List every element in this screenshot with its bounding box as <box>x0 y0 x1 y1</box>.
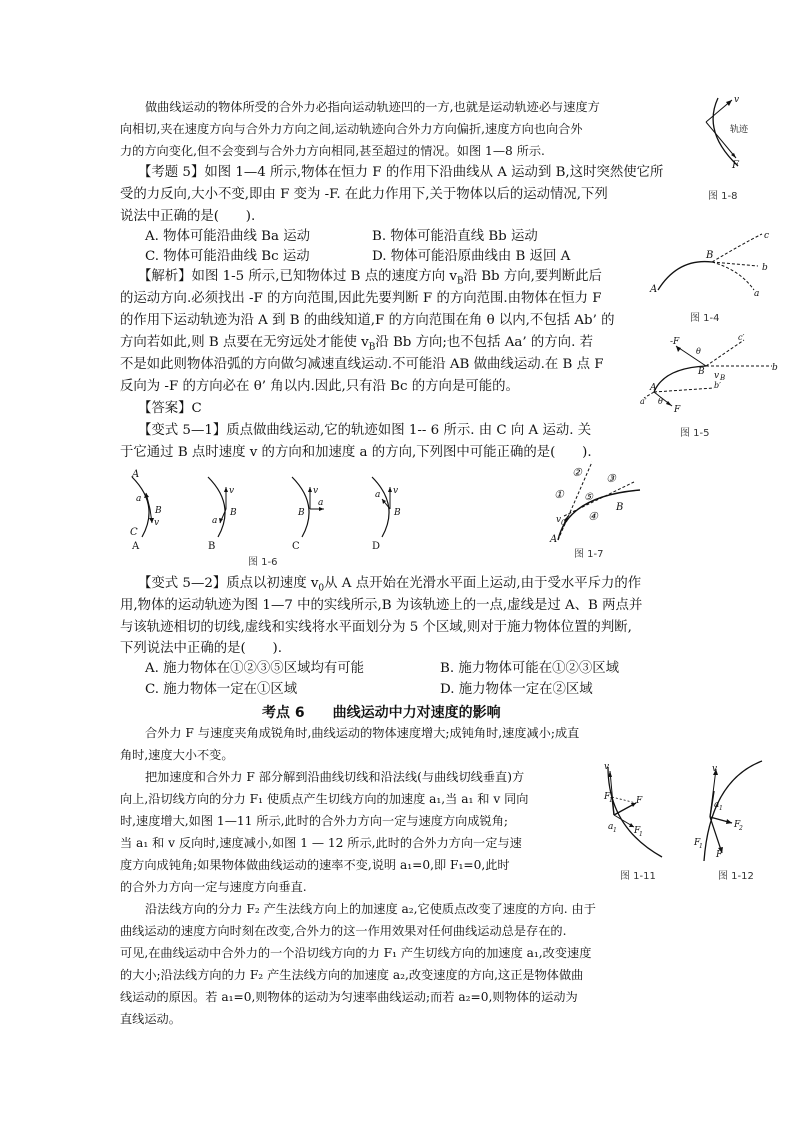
svg-text:1: 1 <box>699 843 703 850</box>
svg-text:③: ③ <box>606 472 616 485</box>
text-line: 把加速度和合外力 F 部分解到沿曲线切线和沿法线(与曲线切线垂直)方 <box>145 770 525 784</box>
text-line: 线运动的原因。若 a₁=0,则物体的运动为匀速率曲线运动;而若 a₂=0,则物体的运动为 <box>120 990 578 1004</box>
svg-text:B: B <box>155 506 162 516</box>
text-line: 的大小;沿法线方向的力 F₂ 产生法线方向的加速度 a₂,改变速度的方向,这正是物体做曲 <box>120 968 584 982</box>
text-line: 反向为 -F 的方向必在 θ’ 角以内.因此,只有沿 Bc 的方向是可能的。 <box>120 379 519 394</box>
svg-text:①: ① <box>554 488 564 501</box>
text-line: 向相切,夹在速度方向与合外力方向之间,运动轨迹向合外力方向偏折,速度方向也向合外 <box>120 122 583 136</box>
svg-text:A: A <box>650 284 658 295</box>
svg-text:1: 1 <box>613 827 617 834</box>
text-line: 的作用下运动轨迹为沿 A 到 B 的曲线知道,F 的方向范围在角 θ 以内,不包括 Ab’ 的 <box>120 313 615 328</box>
svg-text:a: a <box>754 289 760 299</box>
svg-text:F: F <box>716 850 723 860</box>
text-line: 的运动方向.必须找出 -F 的方向范围,因此先要判断 F 的方向范围.由物体在恒力 F <box>120 291 602 306</box>
svg-text:c: c <box>764 231 770 241</box>
svg-text:B: B <box>616 502 624 513</box>
text-line: 与该轨迹相切的切线,虚线和实线将水平面划分为 5 个区域,则对于施力物体位置的判断, <box>120 620 632 635</box>
text-line: 时,速度增大,如图 1—11 所示,此时的合外力方向一定与速度方向成锐角; <box>120 814 508 828</box>
svg-text:c′: c′ <box>738 333 745 342</box>
text-line: 不是如此则物体沿弧的方向做匀减速直线运动.不可能沿 AB 做曲线运动.在 B 点 F <box>120 357 604 372</box>
svg-text:D: D <box>372 541 381 552</box>
option-b: B. 施力物体可能在①②③区域 <box>440 661 620 676</box>
svg-text:B: B <box>208 541 216 552</box>
svg-text:F: F <box>604 792 611 802</box>
text-line: 度方向成钝角;如果物体做曲线运动的速率不变,说明 a₁=0,即 F₁=0,此时 <box>120 858 510 872</box>
svg-text:a: a <box>608 822 614 832</box>
svg-text:a′: a′ <box>640 397 647 406</box>
svg-text:a: a <box>714 800 720 810</box>
svg-text:-F: -F <box>670 337 680 347</box>
svg-text:a: a <box>136 494 142 504</box>
svg-text:1: 1 <box>719 805 723 812</box>
svg-text:⑤: ⑤ <box>584 492 593 503</box>
option-d: D. 物体可能沿原曲线由 B 返回 A <box>372 249 571 264</box>
fig16-panel-d <box>372 477 401 552</box>
text-line: 【解析】如图 1-5 所示,已知物体过 B 点的速度方向 $v_B$沿 Bb 方向,要判断此后 <box>138 269 602 287</box>
text-line: 做曲线运动的物体所受的合外力必指向运动轨迹凹的一方,也就是运动轨迹必与速度方 <box>145 100 600 114</box>
text-line: 【变式 5—1】质点做曲线运动,它的轨迹如图 1-- 6 所示. 由 C 向 A 运动. 关 <box>138 423 592 438</box>
figure-1-11 <box>600 757 670 867</box>
figure-1-12-caption: 图 1-12 <box>718 871 754 882</box>
fig16-panel-c <box>292 477 324 552</box>
figure-1-7 <box>550 458 650 548</box>
figure-1-8 <box>680 92 760 172</box>
fig16-panel-b <box>208 477 237 552</box>
svg-text:v: v <box>604 762 610 772</box>
svg-text:θ: θ <box>658 397 663 406</box>
text-line: 当 a₁ 和 v 反向时,速度减小,如图 1 — 12 所示,此时的合外力方向一定与速 <box>120 836 522 850</box>
svg-text:B: B <box>394 508 401 518</box>
figure-1-6 <box>120 465 420 555</box>
svg-text:v: v <box>712 764 718 774</box>
svg-text:B: B <box>706 250 714 261</box>
figure-1-7-caption: 图 1-7 <box>574 549 604 560</box>
option-d: D. 施力物体一定在②区域 <box>440 682 593 697</box>
figure-1-11-caption: 图 1-11 <box>620 871 656 882</box>
text-line: 合外力 F 与速度夹角成锐角时,曲线运动的物体速度增大;成钝角时,速度减小;成直 <box>145 726 580 740</box>
svg-text:B: B <box>230 508 237 518</box>
option-a: A. 施力物体在①②③⑤区域均有可能 <box>145 661 365 676</box>
figure-1-5 <box>640 332 780 422</box>
svg-text:b: b <box>762 263 768 273</box>
text-line: 说法中正确的是( ). <box>120 209 256 224</box>
text-line: 下列说法中正确的是( ). <box>120 641 283 656</box>
option-c: C. 施力物体一定在①区域 <box>145 682 298 697</box>
svg-text:F: F <box>634 826 641 836</box>
text-line: 向上,沿切线方向的分力 F₁ 使质点产生切线方向的加速度 a₁,当 a₁ 和 v 同向 <box>120 792 529 806</box>
svg-text:v: v <box>556 515 562 525</box>
text-line: 可见,在曲线运动中合外力的一个沿切线方向的力 F₁ 产生切线方向的加速度 a₁,改变速度 <box>120 946 592 960</box>
figure-1-8-caption: 图 1-8 <box>708 191 738 202</box>
text-line: 的合外力方向一定与速度方向垂直. <box>120 880 307 894</box>
svg-text:b: b <box>772 363 778 373</box>
text-line: 角时,速度大小不变。 <box>120 748 234 762</box>
svg-text:B: B <box>698 367 705 377</box>
svg-text:A: A <box>550 534 558 545</box>
svg-text:2: 2 <box>739 825 743 832</box>
text-line: 受的力反向,大小不变,即由 F 变为 -F. 在此力作用下,关于物体以后的运动情况,下列 <box>120 187 608 202</box>
svg-text:F: F <box>674 405 681 415</box>
figure-1-6-caption: 图 1-6 <box>248 557 278 568</box>
svg-text:F: F <box>732 160 739 171</box>
svg-text:v: v <box>714 371 720 381</box>
text-line: 【考题 5】如图 1—4 所示,物体在恒力 F 的作用下沿曲线从 A 运动到 B,这时突然使它所 <box>138 165 664 180</box>
svg-text:C: C <box>292 541 300 552</box>
svg-text:0: 0 <box>561 519 566 527</box>
figure-1-4-caption: 图 1-4 <box>690 313 720 324</box>
text-line: 【变式 5—2】质点以初速度 $v_0$从 A 点开始在光滑水平面上运动,由于受水平斥力的作 <box>138 576 642 594</box>
option-a: A. 物体可能沿曲线 Ba 运动 <box>145 229 311 244</box>
text-line: 沿法线方向的分力 F₂ 产生法线方向上的加速度 a₂,它使质点改变了速度的方向. 由于 <box>145 902 596 916</box>
svg-text:④: ④ <box>588 510 598 523</box>
svg-text:v: v <box>313 486 319 496</box>
svg-text:F: F <box>734 820 741 830</box>
svg-text:B: B <box>298 508 305 518</box>
figure-1-5-caption: 图 1-5 <box>680 428 710 439</box>
svg-text:a: a <box>212 516 218 526</box>
svg-text:a: a <box>318 498 324 508</box>
text-line: 曲线运动的速度方向时刻在改变,合外力的这一作用效果对任何曲线运动总是存在的. <box>120 924 567 938</box>
svg-text:v: v <box>154 518 160 528</box>
svg-text:B: B <box>720 374 726 382</box>
svg-text:A: A <box>650 383 657 393</box>
svg-text:1: 1 <box>639 831 643 838</box>
svg-text:v: v <box>393 486 399 496</box>
svg-text:v: v <box>229 486 235 496</box>
text-line: 方向若如此,则 B 点要在无穷远处才能使 $v_B$沿 Bb 方向;也不包括 Aa’ 的方向. 若 <box>120 335 593 353</box>
figure-1-12 <box>686 757 766 867</box>
svg-text:轨迹: 轨迹 <box>730 125 749 135</box>
svg-text:②: ② <box>572 466 582 479</box>
svg-text:b′: b′ <box>714 381 721 390</box>
text-line: 用,物体的运动轨迹为图 1—7 中的实线所示,B 为该轨迹上的一点,虚线是过 A、B 两点并 <box>120 598 643 613</box>
option-b: B. 物体可能沿直线 Bb 运动 <box>372 229 538 244</box>
text-line: 直线运动。 <box>120 1012 181 1026</box>
svg-text:a: a <box>375 490 381 500</box>
svg-text:A: A <box>132 469 140 480</box>
section-title: 考点 6 曲线运动中力对速度的影响 <box>262 705 501 721</box>
text-line: 力的方向变化,但不会变到与合外力方向相同,甚至超过的情况。如图 1—8 所示. <box>120 144 545 158</box>
figure-1-4 <box>648 230 778 300</box>
fig16-panel-a <box>130 469 162 552</box>
svg-text:v: v <box>734 95 740 105</box>
svg-text:F: F <box>636 796 643 806</box>
svg-text:1: 1 <box>609 797 613 804</box>
svg-text:θ: θ <box>696 347 701 356</box>
answer: 【答案】C <box>138 401 202 416</box>
svg-text:F: F <box>694 838 701 848</box>
svg-text:C: C <box>130 527 138 538</box>
option-c: C. 物体可能沿曲线 Bc 运动 <box>145 249 310 264</box>
svg-text:A: A <box>132 541 140 552</box>
text-line: 于它通过 B 点时速度 v 的方向和加速度 a 的方向,下列图中可能正确的是( ). <box>120 445 592 460</box>
